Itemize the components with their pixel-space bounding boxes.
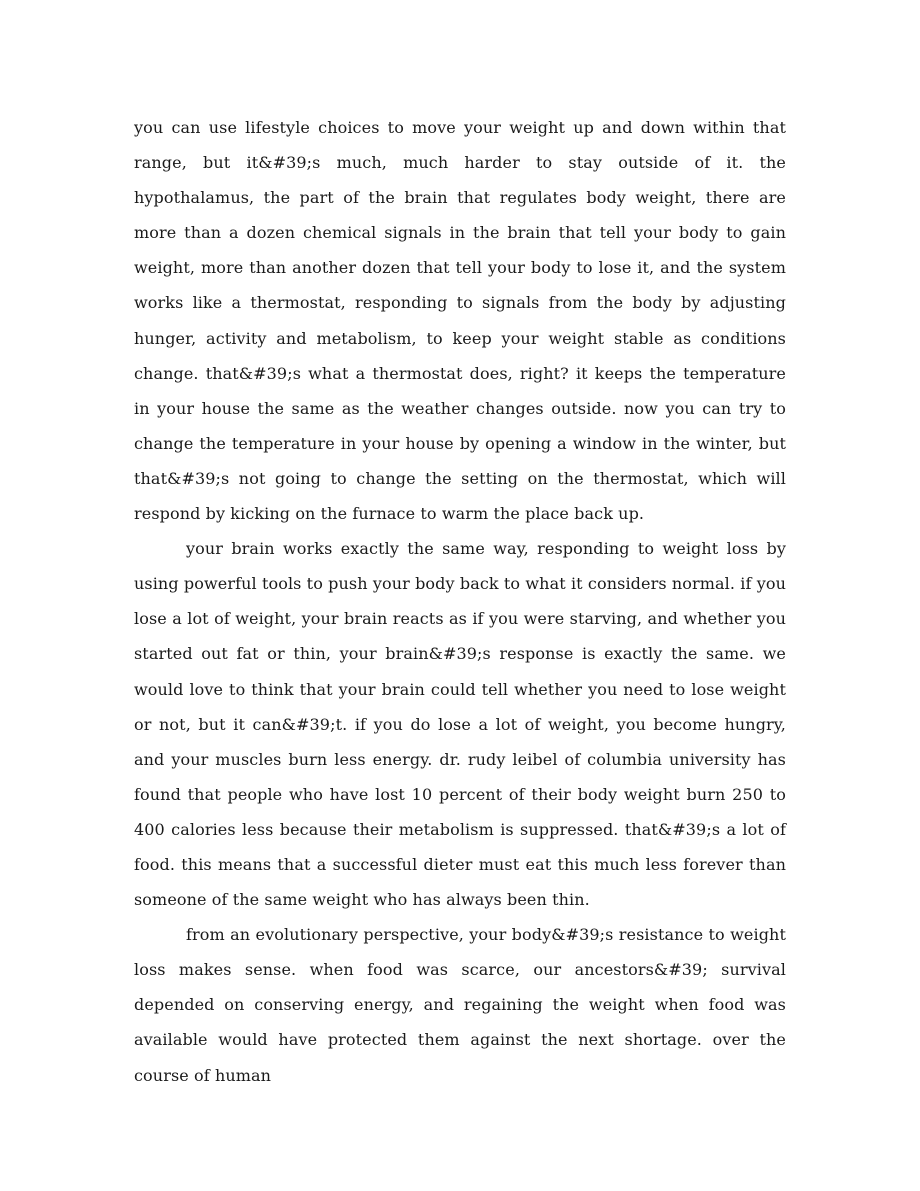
paragraph-1: you can use lifestyle choices to move your weight up and down within that range, but it&#39;s much, much harder to stay outside of it. the hypothalamus, the part of the brain that regulates body weight, there are more than a dozen chemical signals in the brain that tell your body to gain weight, more than another dozen that tell your body to lose it, and the system works like a thermostat, responding to signals from the body by adjusting hunger, activity and metabolism, to keep your weight stable as conditions change. that&#39;s what a thermostat does, right? it keeps the temperature in your house the same as the weather changes outside. now you can try to change the temperature in your house by opening a window in the winter, but that&#39;s not going to change the setting on the thermostat, which will respond by kicking on the furnace to warm the place back up. [134,118,786,524]
paragraph-3: from an evolutionary perspective, your body&#39;s resistance to weight loss makes sense. when food was scarce, our ancestors&#39; survival depended on conserving energy, and regaining the weight when food was available would have protected them against the next shortage. over the course of human [134,925,786,1085]
body-text [134,110,786,1093]
paragraph-2: your brain works exactly the same way, responding to weight loss by using powerful tools to push your body back to what it considers normal. if you lose a lot of weight, your brain reacts as if you were starving, and whether you started out fat or thin, your brain&#39;s response is exactly the same. we would love to think that your brain could tell whether you need to lose weight or not, but it can&#39;t. if you do lose a lot of weight, you become hungry, and your muscles burn less energy. dr. rudy leibel of columbia university has found that people who have lost 10 percent of their body weight burn 250 to 400 calories less because their metabolism is suppressed. that&#39;s a lot of food. this means that a successful dieter must eat this much less forever than someone of the same weight who has always been thin. [134,539,786,910]
